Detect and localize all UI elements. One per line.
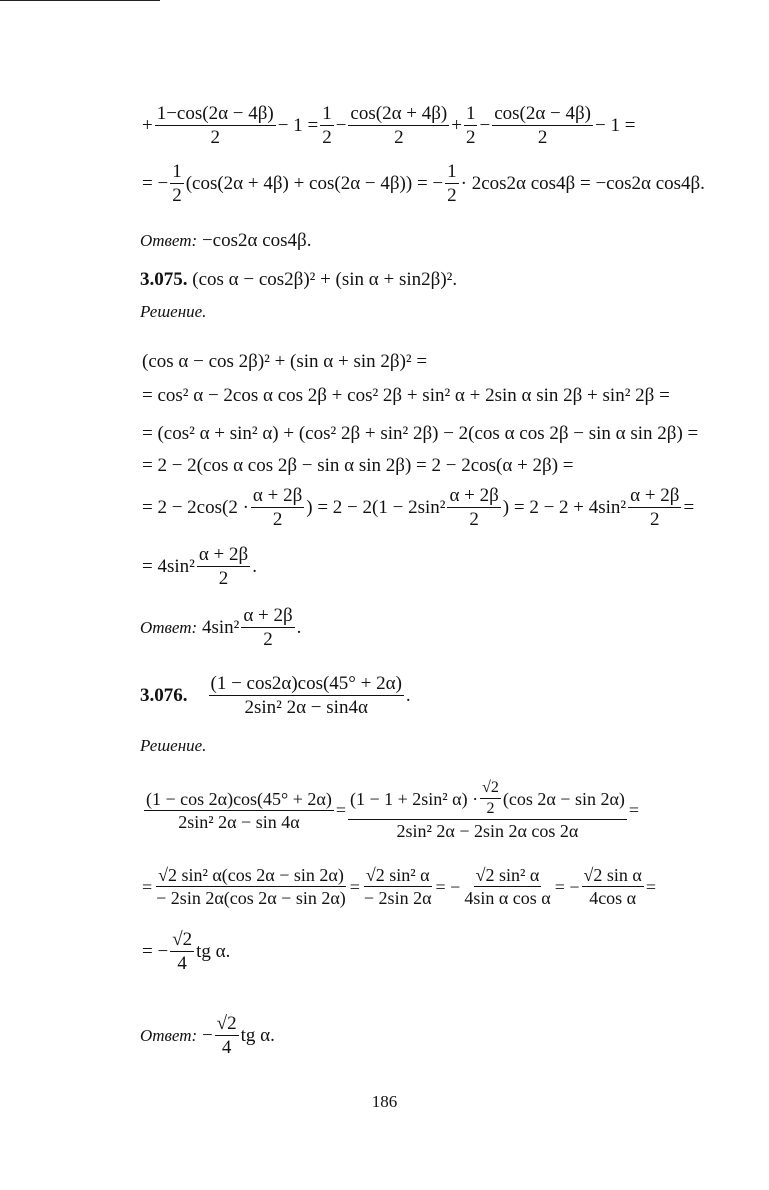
- top-rule: [0, 0, 160, 1]
- p3076-line-2: = $\frac{\text{√2 sin² α(cos 2α − sin 2α)}}{- 2\sin 2\alpha(\cos 2\alpha - \sin 2\alpha)}$ = $\frac{\text{√2 sin² α}}{- 2\sin 2\alpha}$ = − $\frac{\text{√2 sin² α}}{\text{4sin α cos α}}$ = − $\frac{\text{√2 sin α}}{\text{4cos α}}$ =: [142, 865, 656, 908]
- fraction: $\frac{\alpha + 2\beta}{2}$: [630, 485, 680, 530]
- problem-3076-statement: 3.076. $\frac{(1 - \cos 2\alpha)\cos(45^\circ + 2\alpha)}{\text{2sin² 2α − sin4α}}$ .: [140, 673, 411, 718]
- fraction: $\frac{(1 - \cos 2\alpha)\cos(45^\circ + 2\alpha)}{\text{2sin² 2α − sin 4α}}$: [146, 788, 332, 832]
- fraction: $\frac{1}{2}$: [447, 161, 457, 206]
- problem-number: 3.076.: [140, 685, 188, 706]
- fraction: $\frac{\text{√2 sin² α}}{\text{4sin α cos α}}$: [464, 865, 551, 908]
- solution-label-3075: Решение.: [140, 302, 207, 321]
- fraction: $\frac{\alpha + 2\beta}{2}$: [449, 485, 499, 530]
- fraction: $\frac{√2}{4}$: [216, 1013, 237, 1058]
- fraction: $\frac{\text{√2 sin² α(cos 2α − sin 2α)}}{- 2\sin 2\alpha(\cos 2\alpha - \sin 2\alpha)}$: [156, 865, 346, 908]
- p3075-answer: Ответ: 4sin² $\frac{\alpha + 2\beta}{2}$ .: [140, 605, 302, 650]
- p3076-line-3: = − $\frac{√2}{4}$ tg α.: [142, 929, 231, 974]
- problem-number: 3.075.: [140, 269, 188, 290]
- fraction: $\frac{\cos(2\alpha + 4\beta)}{2}$: [350, 103, 448, 148]
- page-number: 186: [371, 1092, 398, 1111]
- p3075-line-3: = (cos² α + sin² α) + (cos² 2β + sin² 2β) − 2(cos α cos 2β − sin α sin 2β) =: [142, 423, 699, 444]
- fraction: $\frac{\cos(2\alpha - 4\beta)}{2}$: [494, 103, 592, 148]
- fraction: $\frac{√2}{2}$: [482, 779, 499, 817]
- answer-text: −cos2α cos4β.: [201, 230, 312, 251]
- p3076-answer: Ответ: − $\frac{√2}{4}$ tg α.: [140, 1013, 275, 1058]
- answer-label: Ответ:: [140, 618, 198, 637]
- plus-sign: +: [142, 115, 153, 136]
- problem-expression: (cos α − cos2β)² + (sin α + sin2β)².: [192, 269, 458, 290]
- p3075-line-5: = 2 − 2cos(2 · $\frac{\alpha + 2\beta}{2}$ ) = 2 − 2(1 − 2sin² $\frac{\alpha + 2\beta}{2}$ ) = 2 − 2 + 4sin² $\frac{\alpha + 2\beta}{2}$ =: [142, 485, 695, 530]
- p3075-line-1: (cos α − cos 2β)² + (sin α + sin 2β)² =: [142, 351, 428, 372]
- fraction: $\frac{\text{√2 sin α}}{\text{4cos α}}$: [583, 865, 642, 908]
- fraction: $\frac{√2}{4}$: [172, 929, 193, 974]
- fraction: $\frac{(1 - \cos 2\alpha)\cos(45^\circ + 2\alpha)}{\text{2sin² 2α − sin4α}}$: [210, 673, 402, 718]
- solution-label-3076: Решение.: [140, 736, 207, 755]
- answer-label: Ответ:: [140, 231, 198, 250]
- fraction: $\frac{\text{√2 sin² α}}{- 2\sin 2\alpha}$: [363, 865, 432, 908]
- answer-label: Ответ:: [140, 1026, 198, 1045]
- p3075-line-4: = 2 − 2(cos α cos 2β − sin α sin 2β) = 2 − 2cos(α + 2β) =: [142, 455, 574, 476]
- p3075-line-6: = 4sin² $\frac{\alpha + 2\beta}{2}$ .: [142, 544, 257, 589]
- fraction: $\frac{\alpha + 2\beta}{2}$: [198, 544, 249, 589]
- intro-line-2: = − $\frac{1}{2}$ (cos(2α + 4β) + cos(2α − 4β)) = − $\frac{1}{2}$ · 2cos2α cos4β = −cos2α cos4β.: [142, 161, 705, 206]
- problem-3075-statement: [140, 270, 457, 289]
- fraction: (1 − 1 + 2sin² α) · $\frac{√2}{2}$ (cos 2α − sin 2α) 2sin² 2α − 2sin 2α cos 2α: [349, 779, 625, 841]
- fraction: $\frac{1-\cos(2\alpha - 4\beta)}{2}$: [156, 103, 274, 148]
- fraction: $\frac{1}{2}$: [465, 103, 476, 148]
- p3076-line-1: $\frac{(1 - \cos 2\alpha)\cos(45^\circ + 2\alpha)}{\text{2sin² 2α − sin 4α}}$ = (1 − 1 + 2sin² α) · $\frac{√2}{2}$ (cos 2α − sin 2α) 2sin² 2α − 2sin 2α cos 2α =: [146, 779, 640, 841]
- fraction: $\frac{1}{2}$: [322, 103, 332, 148]
- fraction: $\frac{1}{2}$: [172, 161, 182, 206]
- intro-line-1: + $\frac{1-\cos(2\alpha - 4\beta)}{2}$ − 1 = $\frac{1}{2}$ − $\frac{\cos(2\alpha + 4\beta)}{2}$ + $\frac{1}{2}$ − $\frac{\cos(2\alpha - 4\beta)}{2}$ − 1 =: [142, 103, 636, 148]
- fraction: $\frac{\alpha + 2\beta}{2}$: [243, 605, 293, 650]
- intro-answer: [140, 231, 311, 250]
- p3075-line-2: = cos² α − 2cos α cos 2β + cos² 2β + sin² α + 2sin α sin 2β + sin² 2β =: [142, 385, 670, 406]
- fraction: $\frac{\alpha + 2\beta}{2}$: [252, 485, 303, 530]
